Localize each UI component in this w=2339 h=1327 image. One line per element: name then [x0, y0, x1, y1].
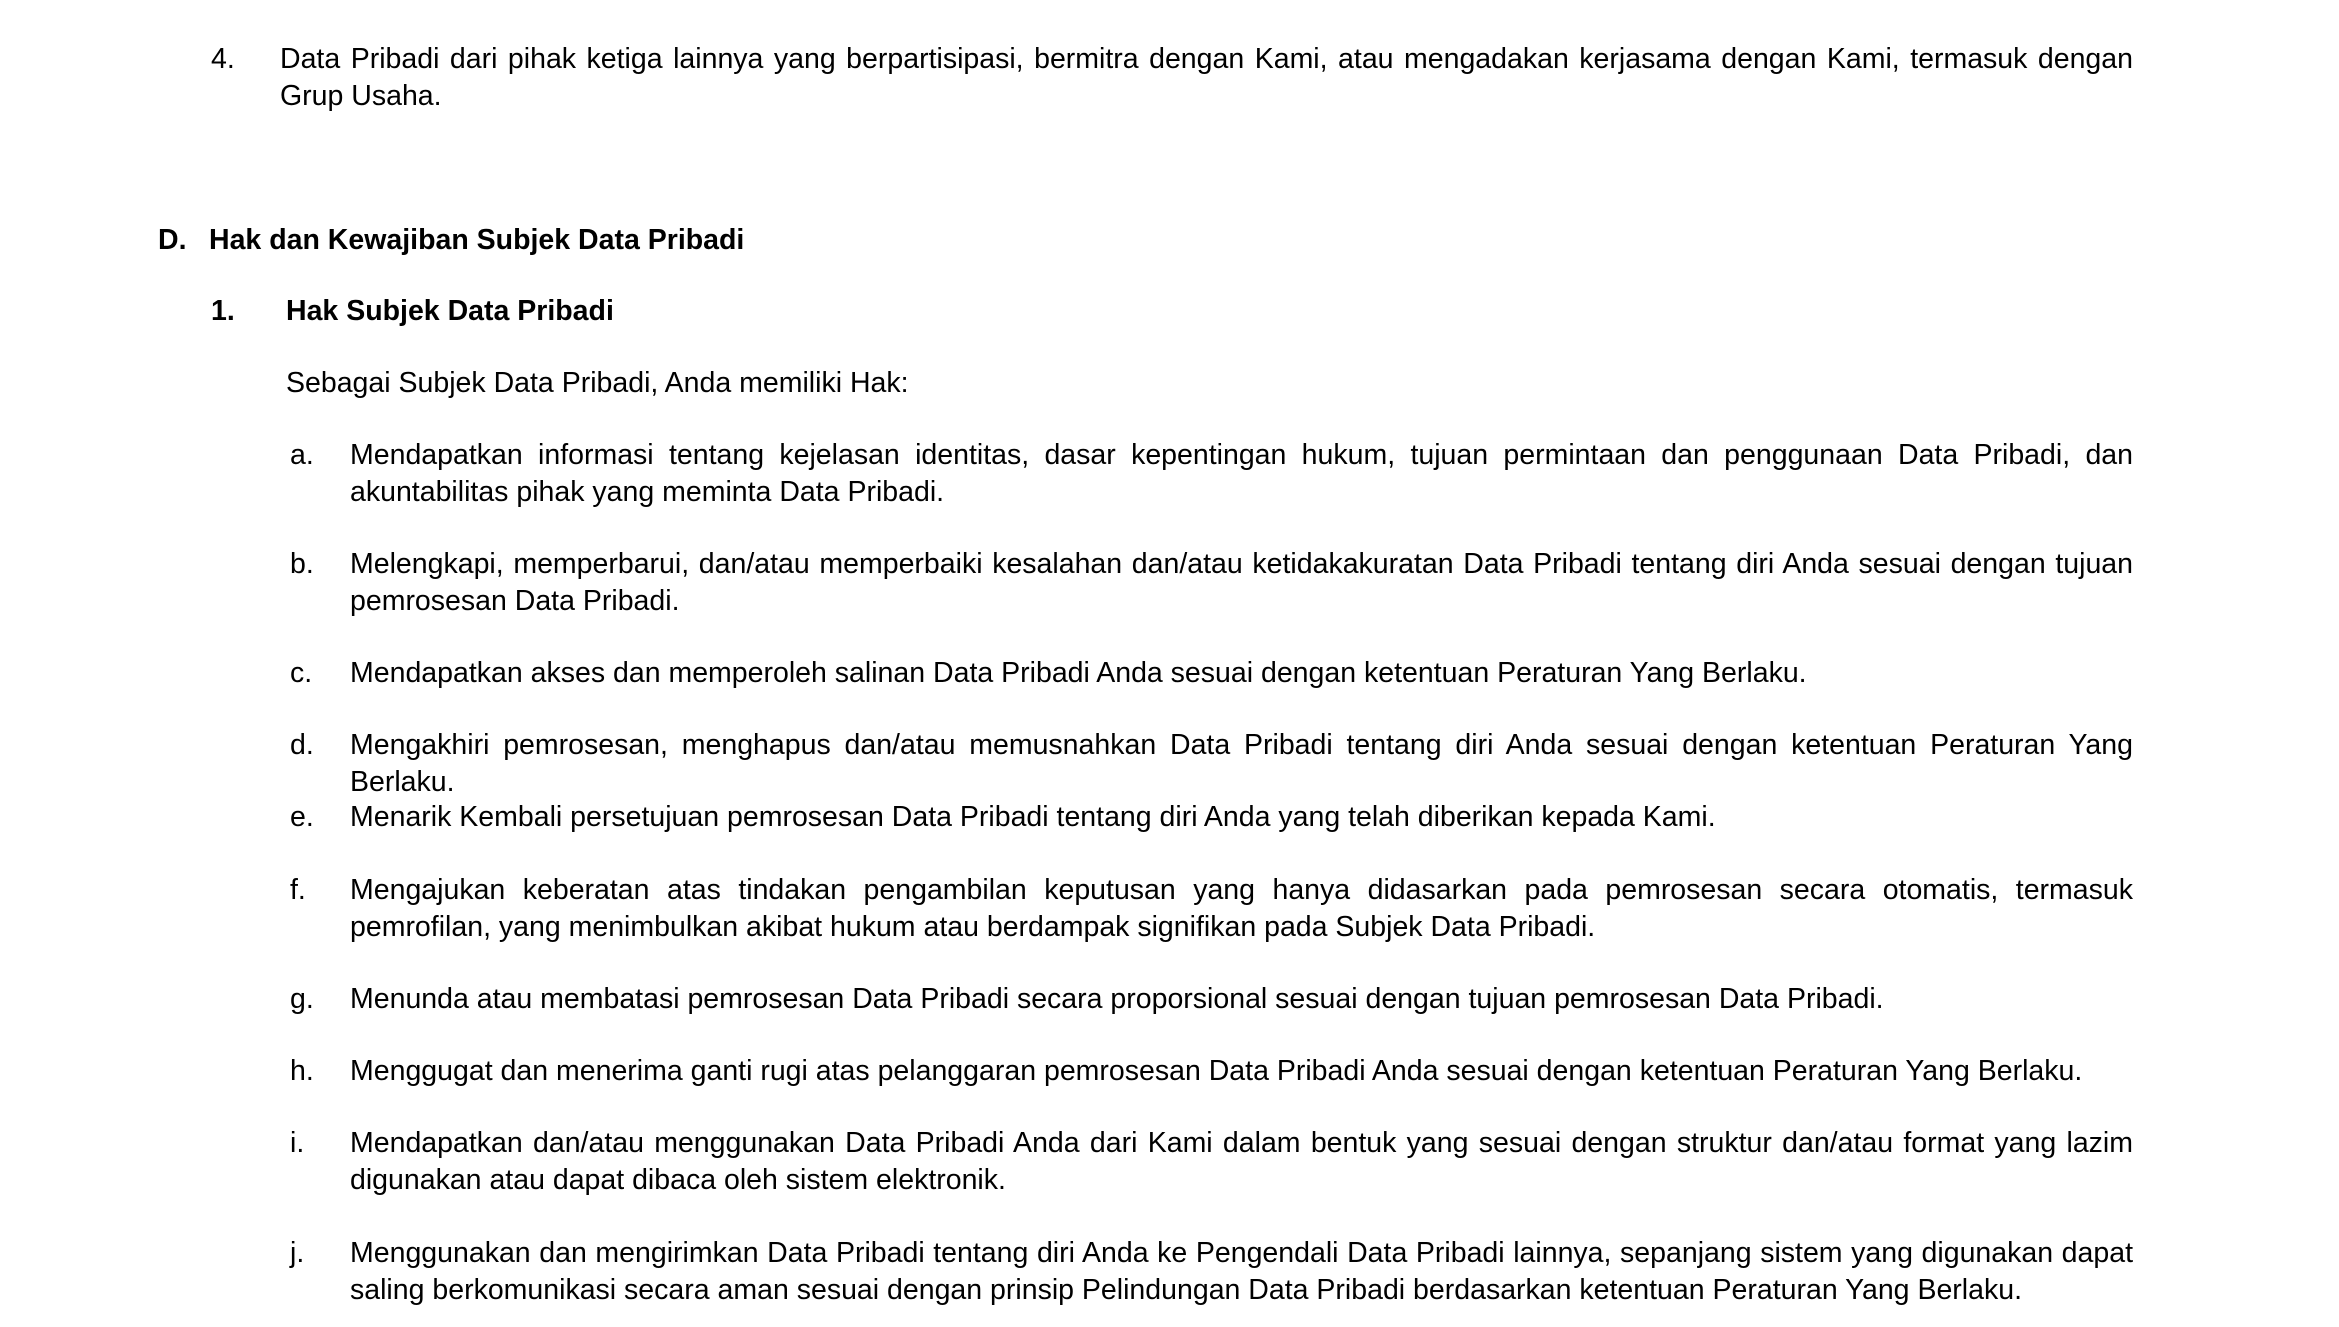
list-item-text: Data Pribadi dari pihak ketiga lainnya yang berpartisipasi, bermitra dengan Kami, atau mengadakan kerjasama dengan Kami, termasuk dengan Grup Usaha. [280, 43, 2133, 112]
right-marker: c. [290, 657, 313, 689]
right-marker: a. [290, 439, 314, 471]
right-marker: g. [290, 983, 314, 1015]
subsection-title: Hak Subjek Data Pribadi [286, 295, 614, 327]
right-text: Mengajukan keberatan atas tindakan pengambilan keputusan yang hanya didasarkan pada pemrosesan secara otomatis, termasuk pemrofilan, yang menimbulkan akibat hukum atau berdampak signifikan pada Subjek Data Pribadi. [350, 874, 2133, 943]
right-text: Menggunakan dan mengirimkan Data Pribadi tentang diri Anda ke Pengendali Data Pribadi lainnya, sepanjang sistem yang digunakan dapat saling berkomunikasi secara aman sesuai dengan prinsip Pelindungan Data Pribadi berdasarkan ketentuan Peraturan Yang Berlaku. [350, 1237, 2133, 1306]
right-marker: h. [290, 1055, 314, 1087]
right-marker: j. [290, 1237, 305, 1269]
right-text: Mendapatkan dan/atau menggunakan Data Pribadi Anda dari Kami dalam bentuk yang sesuai dengan struktur dan/atau format yang lazim digunakan atau dapat dibaca oleh sistem elektronik. [350, 1127, 2133, 1196]
right-text: Mendapatkan akses dan memperoleh salinan Data Pribadi Anda sesuai dengan ketentuan Peraturan Yang Berlaku. [350, 657, 1807, 689]
right-marker: f. [290, 874, 306, 906]
list-item-marker: 4. [211, 43, 235, 75]
section-title: Hak dan Kewajiban Subjek Data Pribadi [209, 224, 745, 256]
right-text: Mengakhiri pemrosesan, menghapus dan/atau memusnahkan Data Pribadi tentang diri Anda sesuai dengan ketentuan Peraturan Yang Berlaku. [350, 729, 2133, 798]
subsection-intro: Sebagai Subjek Data Pribadi, Anda memiliki Hak: [286, 367, 909, 399]
right-marker: b. [290, 548, 314, 580]
right-marker: e. [290, 801, 314, 833]
right-marker: d. [290, 729, 314, 761]
subsection-marker: 1. [211, 295, 235, 327]
section-marker: D. [158, 224, 187, 256]
right-text: Melengkapi, memperbarui, dan/atau memperbaiki kesalahan dan/atau ketidakakuratan Data Pribadi tentang diri Anda sesuai dengan tujuan pemrosesan Data Pribadi. [350, 548, 2133, 617]
right-text: Menunda atau membatasi pemrosesan Data Pribadi secara proporsional sesuai dengan tujuan pemrosesan Data Pribadi. [350, 983, 1884, 1015]
right-text: Menarik Kembali persetujuan pemrosesan Data Pribadi tentang diri Anda yang telah diberikan kepada Kami. [350, 801, 1716, 833]
right-text: Menggugat dan menerima ganti rugi atas pelanggaran pemrosesan Data Pribadi Anda sesuai dengan ketentuan Peraturan Yang Berlaku. [350, 1055, 2083, 1087]
right-text: Mendapatkan informasi tentang kejelasan identitas, dasar kepentingan hukum, tujuan permintaan dan penggunaan Data Pribadi, dan akuntabilitas pihak yang meminta Data Pribadi. [350, 439, 2133, 508]
right-marker: i. [290, 1127, 305, 1159]
